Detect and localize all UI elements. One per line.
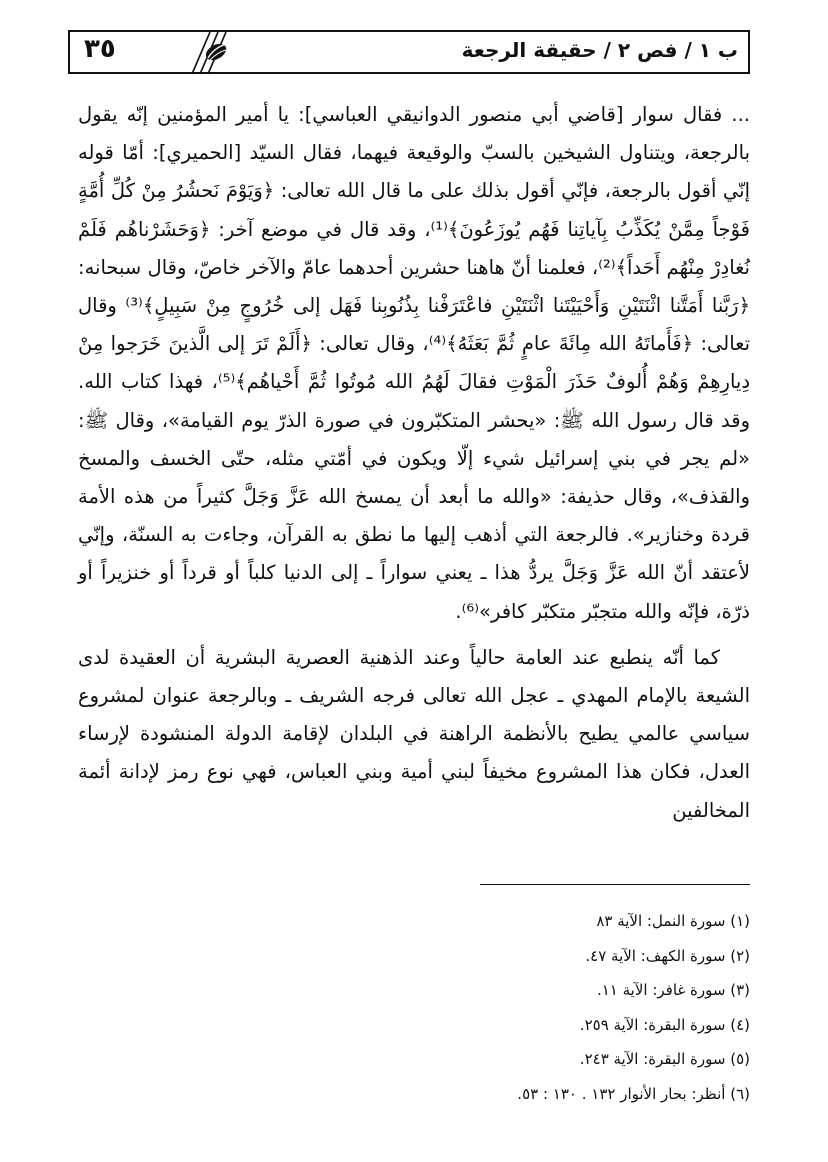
footnote-4: (٤) سورة البقرة: الآية ٢٥٩. xyxy=(579,1015,750,1034)
paragraph-1: ... فقال سوار [قاضي أبي منصور الدوانيقي العباسي]: يا أمير المؤمنين إنّه يقول بالرجعة، ويتناول الشيخين بالسبّ والوقيعة فيهما، فقال السيّد [الحميري]: أمّا قوله إنّي أقول بالرجعة، فإنّي أقول بذلك على ما قال الله تعالى: ﴿وَيَوْمَ نَحشُرُ مِنْ كُلِّ أُمَّةٍ فَوْجاً مِمَّنْ يُكَذِّبُ بِآياتِنا فَهُم يُوزَعُونَ﴾⁽¹⁾، وقد قال في موضع آخر: ﴿وَحَشَرْناهُم فَلَمْ نُغادِرْ مِنْهُم أَحَداً﴾⁽²⁾، فعلمنا أنّ هاهنا حشرين أحدهما عامّ والآخر خاصّ، وقال سبحانه: ﴿رَبَّنا أَمَتَّنا اثْنَتَيْنِ وَأَحْيَيْتَنا اثْنَتَيْنِ فاعْتَرَفْنا بِذُنُوبِنا فَهَل إلى خُرُوجٍ مِنْ سَبِيلٍ﴾⁽³⁾ وقال تعالى: ﴿فَأَماتَهُ الله مِائَةَ عامٍ ثُمَّ بَعَثَهُ﴾⁽⁴⁾، وقال تعالى: ﴿أَلَمْ تَرَ إلى الَّذينَ خَرَجوا مِنْ دِيارِهِمْ وَهُمْ أُلوفٌ حَذَرَ الْمَوْتِ فقالَ لَهُمُ الله مُوتُوا ثُمَّ أَحْياهُم﴾⁽⁵⁾، فهذا كتاب الله. وقد قال رسول الله ﷺ: «يحشر المتكبّرون في صورة الذرّ يوم القيامة»، وقال ﷺ: «لم يجر في بني إسرائيل شيء إلّا ويكون في أمّتي مثله، حتّى الخسف والمسخ والقذف»، وقال حذيفة: «والله ما أبعد أن يمسخ الله عَزَّ وَجَلَّ كثيراً من هذه الأمة قردة وخنازير». فالرجعة التي أذهب إليها ما نطق به القرآن، وجاءت به السنّة، وإنّي لأعتقد أنّ الله عَزَّ وَجَلَّ يردُّ هذا ـ يعني سواراً ـ إلى الدنيا كلباً أو قرداً أو خنزيراً أو ذرّة، فإنّه والله متجبّر متكبّر كافر»⁽⁶⁾. xyxy=(78,103,751,623)
footnote-2: (٢) سورة الكهف: الآية ٤٧. xyxy=(585,946,750,965)
chapter-title: ب ١ / فص ٢ / حقيقة الرجعة xyxy=(461,38,738,62)
page-number: ٣٥ xyxy=(84,34,116,64)
main-text xyxy=(78,96,750,830)
calligraphic-ornament-icon xyxy=(190,28,238,78)
footnote-5: (٥) سورة البقرة: الآية ٢٤٣. xyxy=(579,1050,750,1068)
footnote-3: (٣) سورة غافر: الآية ١١. xyxy=(596,981,750,999)
footnotes xyxy=(78,904,750,1111)
paragraph-2: كما أنّه ينطبع عند العامة حالياً وعند الذهنية العصرية البشرية أن العقيدة لدى الشيعة بالإمام المهدي ـ عجل الله تعالى فرجه الشريف ـ وبالرجعة عنوان لمشروع سياسي عالمي يطيح بالأنظمة الراهنة في البلدان لإقامة الدولة المنشودة لإرساء العدل، فكان هذا المشروع مخيفاً لبني أمية وبني العباس، فهي نوع رمز لإدانة أئمة المخالفين xyxy=(78,645,750,822)
page-header xyxy=(68,30,750,74)
footnote-separator xyxy=(480,884,750,885)
footnote-6: (٦) أنظر: بحار الأنوار ١٣٢ . ١٣٠ : ٥٣. xyxy=(517,1084,750,1103)
footnote-1: (١) سورة النمل: الآية ٨٣ xyxy=(596,912,750,930)
